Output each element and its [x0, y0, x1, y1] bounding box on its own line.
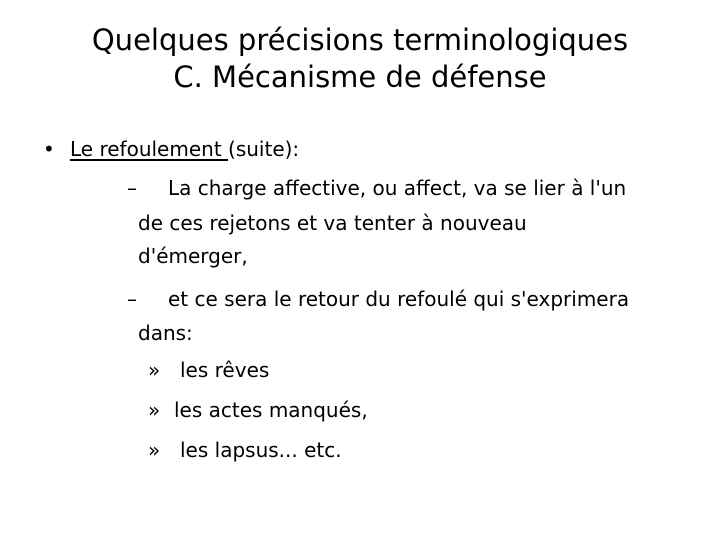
sub-item-2-line-1: et ce sera le retour du refoulé qui s'exprimera — [168, 287, 630, 311]
title-line-1: Quelques précisions terminologiques — [91, 23, 629, 57]
bullet-icon: • — [43, 137, 55, 161]
sub-item-1-line-3: d'émerger, — [138, 244, 248, 268]
dash-icon: – — [127, 176, 137, 200]
guillemet-icon: » — [148, 398, 161, 422]
bullet-underlined-text: Le refoulement — [70, 137, 229, 161]
sub-sub-item-3: les lapsus... etc. — [180, 438, 342, 462]
bullet-rest-text: (suite): — [228, 137, 300, 161]
sub-item-1-line-2: de ces rejetons et va tenter à nouveau — [138, 211, 527, 235]
sub-sub-item-2: les actes manqués, — [174, 398, 368, 422]
dash-icon: – — [127, 287, 137, 311]
sub-sub-item-1: les rêves — [180, 358, 270, 382]
guillemet-icon: » — [148, 358, 161, 382]
title-line-2: C. Mécanisme de défense — [173, 60, 547, 94]
sub-item-2-line-2: dans: — [138, 321, 193, 345]
bullet-text — [70, 135, 299, 164]
sub-item-1-line-1: La charge affective, ou affect, va se lier à l'un — [168, 176, 627, 200]
guillemet-icon: » — [148, 438, 161, 462]
